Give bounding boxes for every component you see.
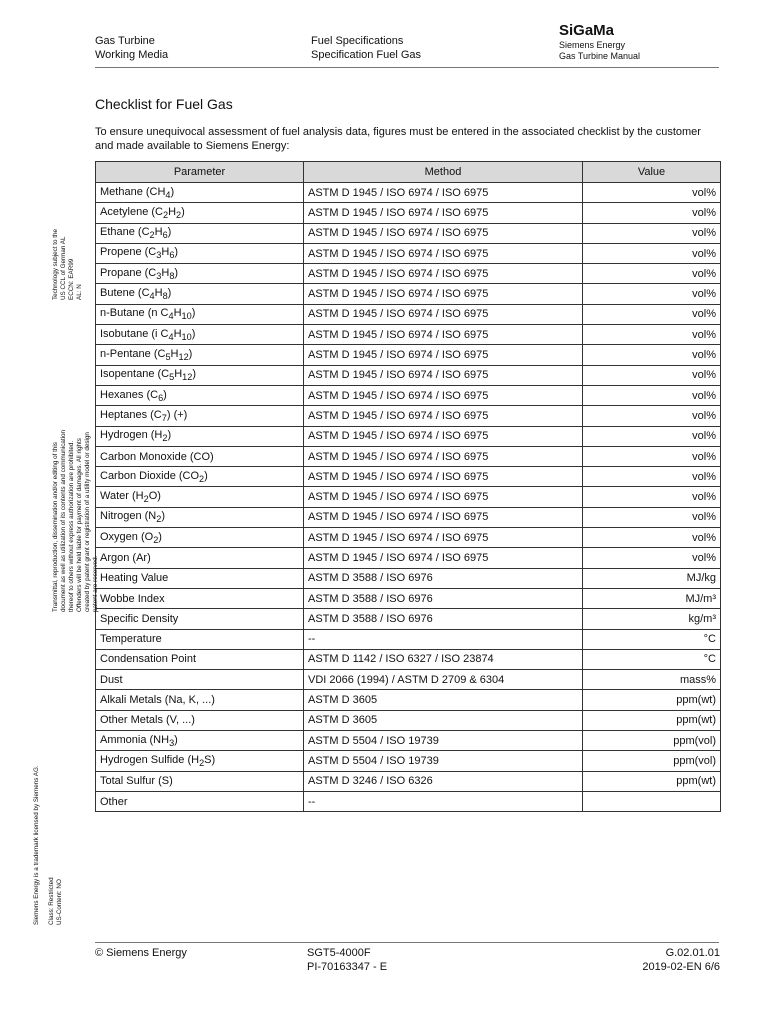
parameter-cell: Hexanes $(C_6)$ [96,385,304,405]
table-row [96,771,721,791]
value-cell[interactable]: °C [583,649,721,669]
brand-manual: Gas Turbine Manual [559,51,641,61]
method-cell: ASTM D 1945 / ISO 6974 / ISO 6975 [304,365,583,385]
method-cell: ASTM D 1945 / ISO 6974 / ISO 6975 [304,385,583,405]
parameter-cell: Hydrogen Sulfide $(H_2S)$ [96,751,304,771]
value-cell[interactable]: MJ/m³ [583,588,721,608]
method-cell: ASTM D 3605 [304,690,583,710]
table-row [96,791,721,811]
footer-doc-id: SGT5-4000F [307,947,371,959]
parameter-cell: n-Pentane $(C_5H_{12})$ [96,345,304,365]
method-cell: ASTM D 1945 / ISO 6974 / ISO 6975 [304,264,583,284]
method-cell: -- [304,629,583,649]
value-cell[interactable]: ppm(wt) [583,710,721,730]
footer-copyright: © Siemens Energy [95,947,187,959]
value-cell[interactable]: vol% [583,406,721,426]
table-row [96,710,721,730]
value-cell[interactable]: vol% [583,243,721,263]
table-row [96,487,721,507]
table-row [96,548,721,568]
method-cell: ASTM D 1945 / ISO 6974 / ISO 6975 [304,243,583,263]
method-cell: ASTM D 1945 / ISO 6974 / ISO 6975 [304,528,583,548]
value-cell[interactable]: vol% [583,183,721,203]
table-row [96,629,721,649]
export-control-note: Technology subject to the US CCL of German AL ECCN: EAR99 AL: N [52,228,83,300]
table-row [96,507,721,527]
value-cell[interactable]: kg/m³ [583,609,721,629]
table-row [96,609,721,629]
header-category: Gas Turbine [95,35,155,47]
parameter-cell: Carbon Monoxide (CO) [96,446,304,466]
table-row [96,588,721,608]
method-cell: ASTM D 1945 / ISO 6974 / ISO 6975 [304,548,583,568]
parameter-cell: Argon (Ar) [96,548,304,568]
method-cell: ASTM D 1945 / ISO 6974 / ISO 6975 [304,325,583,345]
table-row [96,264,721,284]
parameter-cell: Carbon Dioxide $(CO_2)$ [96,467,304,487]
table-row [96,385,721,405]
value-cell[interactable]: vol% [583,507,721,527]
header-divider [95,67,719,68]
parameter-cell: Isobutane (i $C_4H_{10}$) [96,325,304,345]
table-row [96,690,721,710]
table-row [96,670,721,690]
header-subsection: Specification Fuel Gas [311,49,422,61]
footer-revision: 2019-02-EN 6/6 [642,961,720,973]
table-row [96,243,721,263]
table-row [96,183,721,203]
value-cell[interactable]: vol% [583,264,721,284]
method-cell: ASTM D 5504 / ISO 19739 [304,751,583,771]
page-title: Checklist for Fuel Gas [95,96,233,112]
parameter-cell: Other Metals (V, ...) [96,710,304,730]
table-row [96,406,721,426]
parameter-cell: Methane $(CH_4)$ [96,183,304,203]
header-middle [311,34,421,62]
method-cell: ASTM D 3588 / ISO 6976 [304,568,583,588]
parameter-cell: Heptanes $(C_7)$ (+) [96,406,304,426]
table-header-row [96,162,721,183]
value-cell[interactable]: vol% [583,446,721,466]
parameter-cell: Alkali Metals (Na, K, ...) [96,690,304,710]
table-row [96,426,721,446]
table-row [96,365,721,385]
header-section: Fuel Specifications [311,35,404,47]
parameter-cell: Other [96,791,304,811]
fuel-gas-checklist-table [95,161,721,812]
value-cell[interactable]: vol% [583,548,721,568]
header-subcategory: Working Media [95,49,169,61]
parameter-cell: Ammonia $(NH_3)$ [96,731,304,751]
parameter-cell: Propane $(C_3H_8)$ [96,264,304,284]
table-row [96,731,721,751]
method-cell: ASTM D 1945 / ISO 6974 / ISO 6975 [304,426,583,446]
brand-company: Siemens Energy [559,40,626,50]
value-cell[interactable]: °C [583,629,721,649]
parameter-cell: Water $(H_2O)$ [96,487,304,507]
column-header-parameter: Parameter [96,162,304,183]
column-header-value: Value [583,162,721,183]
value-cell[interactable]: ppm(wt) [583,690,721,710]
footer-ref: G.02.01.01 [665,947,720,959]
classification-note: Class: Restricted US-Content: NO [48,877,63,925]
table-row [96,284,721,304]
method-cell: -- [304,791,583,811]
parameter-cell: Temperature [96,629,304,649]
table-row [96,568,721,588]
method-cell: ASTM D 1945 / ISO 6974 / ISO 6975 [304,203,583,223]
parameter-cell: Condensation Point [96,649,304,669]
parameter-cell: Acetylene $(C_2H_2)$ [96,203,304,223]
value-cell[interactable]: vol% [583,223,721,243]
footer-doc-number: PI-70163347 - E [307,961,388,973]
parameter-cell: Nitrogen $(N_2)$ [96,507,304,527]
footer-document [307,946,387,974]
parameter-cell: Specific Density [96,609,304,629]
method-cell: ASTM D 1142 / ISO 6327 / ISO 23874 [304,649,583,669]
value-cell[interactable]: vol% [583,365,721,385]
method-cell: ASTM D 1945 / ISO 6974 / ISO 6975 [304,446,583,466]
value-cell[interactable]: vol% [583,304,721,324]
parameter-cell: Total Sulfur (S) [96,771,304,791]
method-cell: ASTM D 1945 / ISO 6974 / ISO 6975 [304,284,583,304]
method-cell: ASTM D 5504 / ISO 19739 [304,731,583,751]
method-cell: ASTM D 1945 / ISO 6974 / ISO 6975 [304,406,583,426]
header-left [95,34,168,62]
table-row [96,649,721,669]
parameter-cell: Oxygen $(O_2)$ [96,528,304,548]
method-cell: ASTM D 1945 / ISO 6974 / ISO 6975 [304,507,583,527]
method-cell: ASTM D 1945 / ISO 6974 / ISO 6975 [304,304,583,324]
brand-logo: SiGaMa [559,22,615,39]
parameter-cell: Ethane $(C_2H_6)$ [96,223,304,243]
value-cell[interactable]: vol% [583,487,721,507]
parameter-cell: Isopentane $(C_5H_{12})$ [96,365,304,385]
table-row [96,345,721,365]
value-cell[interactable]: vol% [583,426,721,446]
table-row [96,751,721,771]
method-cell: ASTM D 1945 / ISO 6974 / ISO 6975 [304,467,583,487]
table-row [96,528,721,548]
parameter-cell: n-Butane (n $C_4H_{10}$) [96,304,304,324]
table-row [96,223,721,243]
value-cell[interactable]: vol% [583,385,721,405]
method-cell: ASTM D 1945 / ISO 6974 / ISO 6975 [304,487,583,507]
method-cell: ASTM D 1945 / ISO 6974 / ISO 6975 [304,223,583,243]
method-cell: ASTM D 1945 / ISO 6974 / ISO 6975 [304,183,583,203]
method-cell: ASTM D 3588 / ISO 6976 [304,588,583,608]
header-brand [559,22,640,62]
value-cell[interactable]: vol% [583,467,721,487]
method-cell: ASTM D 3246 / ISO 6326 [304,771,583,791]
parameter-cell: Dust [96,670,304,690]
footer-reference [642,946,720,974]
value-cell[interactable]: vol% [583,203,721,223]
table-row [96,467,721,487]
table-row [96,325,721,345]
value-cell[interactable]: vol% [583,528,721,548]
value-cell[interactable] [583,791,721,811]
value-cell[interactable]: MJ/kg [583,568,721,588]
method-cell: ASTM D 3605 [304,710,583,730]
parameter-cell: Hydrogen $(H_2)$ [96,426,304,446]
footer-divider [95,942,719,943]
table-row [96,203,721,223]
value-cell[interactable]: vol% [583,325,721,345]
column-header-method: Method [304,162,583,183]
method-cell: ASTM D 3588 / ISO 6976 [304,609,583,629]
parameter-cell: Wobbe Index [96,588,304,608]
legal-notice: Transmittal, reproduction, dissemination and/or editing of this document as well as utilization of its contents and communication thereof to others without express authorization are prohibited. Offenders will be held liable for payment of damages. All rights created by patent grant or registration of a utility model or design patent are reserved. [52,429,99,612]
parameter-cell: Propene $(C_3H_6)$ [96,243,304,263]
parameter-cell: Butene $(C_4H_8)$ [96,284,304,304]
value-cell[interactable]: vol% [583,345,721,365]
value-cell[interactable]: ppm(wt) [583,771,721,791]
parameter-cell: Heating Value [96,568,304,588]
table-row [96,304,721,324]
value-cell[interactable]: mass% [583,670,721,690]
method-cell: VDI 2066 (1994) / ASTM D 2709 & 6304 [304,670,583,690]
value-cell[interactable]: ppm(vol) [583,731,721,751]
table-row [96,446,721,466]
value-cell[interactable]: ppm(vol) [583,751,721,771]
intro-paragraph: To ensure unequivocal assessment of fuel analysis data, figures must be entered in the associated checklist by the customer and made available to Siemens Energy: [95,126,701,152]
method-cell: ASTM D 1945 / ISO 6974 / ISO 6975 [304,345,583,365]
value-cell[interactable]: vol% [583,284,721,304]
trademark-note: Siemens Energy is a trademark licensed by Siemens AG. [33,765,40,925]
